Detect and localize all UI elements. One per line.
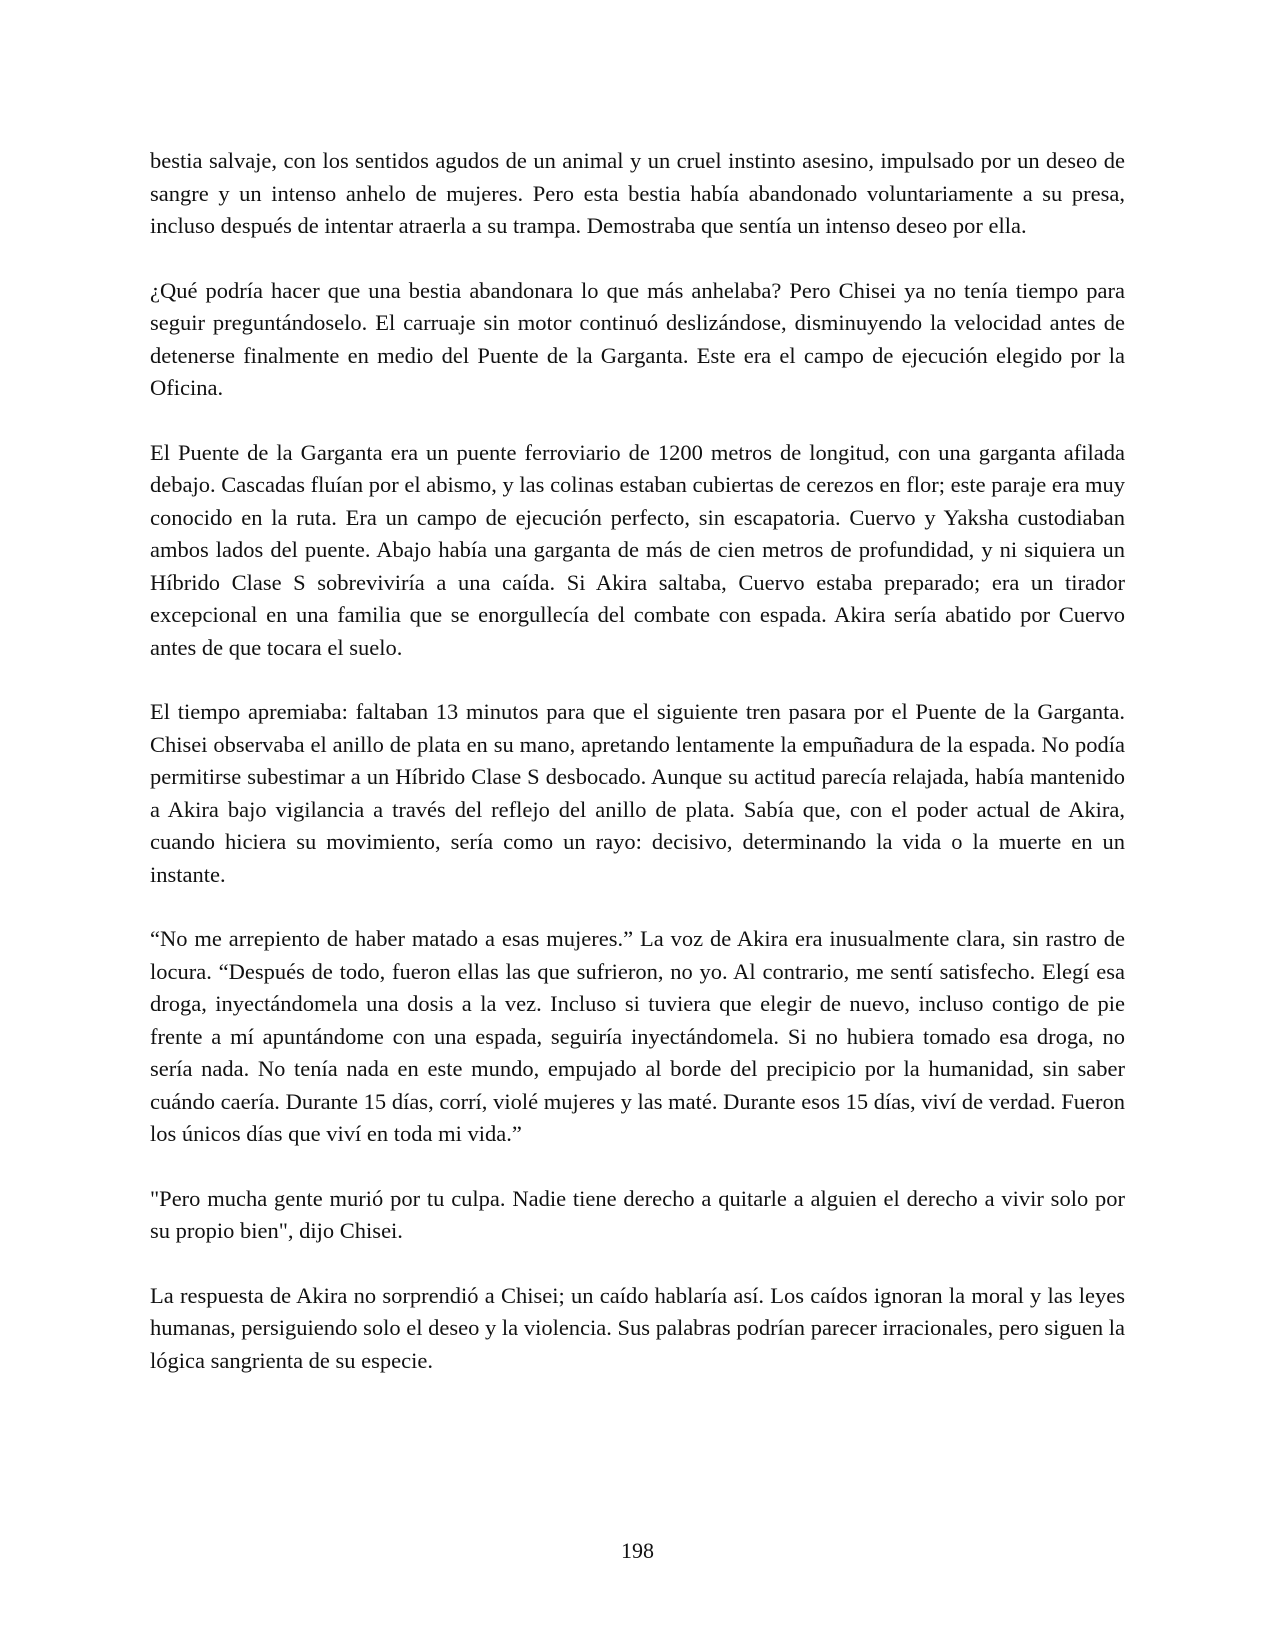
paragraph-3: El Puente de la Garganta era un puente ferroviario de 1200 metros de longitud, con una garganta afilada debajo. Cascadas fluían por el abismo, y las colinas estaban cubiertas de cerezos en flor; este paraje era muy conocido en la ruta. Era un campo de ejecución perfecto, sin escapatoria. Cuervo y Yaksha custodiaban ambos lados del puente. Abajo había una garganta de más de cien metros de profundidad, y ni siquiera un Híbrido Clase S sobreviviría a una caída. Si Akira saltaba, Cuervo estaba preparado; era un tirador excepcional en una familia que se enorgullecía del combate con espada. Akira sería abatido por Cuervo antes de que tocara el suelo. bbox=[150, 439, 1125, 660]
paragraph-4: El tiempo apremiaba: faltaban 13 minutos para que el siguiente tren pasara por el Puente de la Garganta. Chisei observaba el anillo de plata en su mano, apretando lentamente la empuñadura de la espada. No podía permitirse subestimar a un Híbrido Clase S desbocado. Aunque su actitud parecía relajada, había mantenido a Akira bajo vigilancia a través del reflejo del anillo de plata. Sabía que, con el poder actual de Akira, cuando hiciera su movimiento, sería como un rayo: decisivo, determinando la vida o la muerte en un instante. bbox=[150, 699, 1125, 887]
page-number: 198 bbox=[621, 1538, 654, 1563]
paragraph-6: "Pero mucha gente murió por tu culpa. Nadie tiene derecho a quitarle a alguien el derecho a vivir solo por su propio bien", dijo Chisei. bbox=[150, 1185, 1125, 1243]
paragraph-1: bestia salvaje, con los sentidos agudos de un animal y un cruel instinto asesino, impulsado por un deseo de sangre y un intenso anhelo de mujeres. Pero esta bestia había abandonado voluntariamente a su presa, incluso después de intentar atraerla a su trampa. Demostraba que sentía un intenso deseo por ella. bbox=[150, 148, 1125, 238]
paragraph-7: La respuesta de Akira no sorprendió a Chisei; un caído hablaría así. Los caídos ignoran la moral y las leyes humanas, persiguiendo solo el deseo y la violencia. Sus palabras podrían parecer irracionales, pero siguen la lógica sangrienta de su especie. bbox=[150, 1282, 1125, 1373]
paragraph-2: ¿Qué podría hacer que una bestia abandonara lo que más anhelaba? Pero Chisei ya no tenía tiempo para seguir preguntándoselo. El carruaje sin motor continuó deslizándose, disminuyendo la velocidad antes de detenerse finalmente en medio del Puente de la Garganta. Este era el campo de ejecución elegido por la Oficina. bbox=[150, 277, 1125, 400]
paragraph-5: “No me arrepiento de haber matado a esas mujeres.” La voz de Akira era inusualmente clara, sin rastro de locura. “Después de todo, fueron ellas las que sufrieron, no yo. Al contrario, me sentí satisfecho. Elegí esa droga, inyectándomela una dosis a la vez. Incluso si tuviera que elegir de nuevo, incluso contigo de pie frente a mí apuntándome con una espada, seguiría inyectándomela. Si no hubiera tomado esa droga, no sería nada. No tenía nada en este mundo, empujado al borde del precipicio por la humanidad, sin saber cuándo caería. Durante 15 días, corrí, violé mujeres y las maté. Durante esos 15 días, viví de verdad. Fueron los únicos días que viví en toda mi vida.” bbox=[150, 926, 1125, 1146]
body-text bbox=[150, 145, 1125, 1409]
